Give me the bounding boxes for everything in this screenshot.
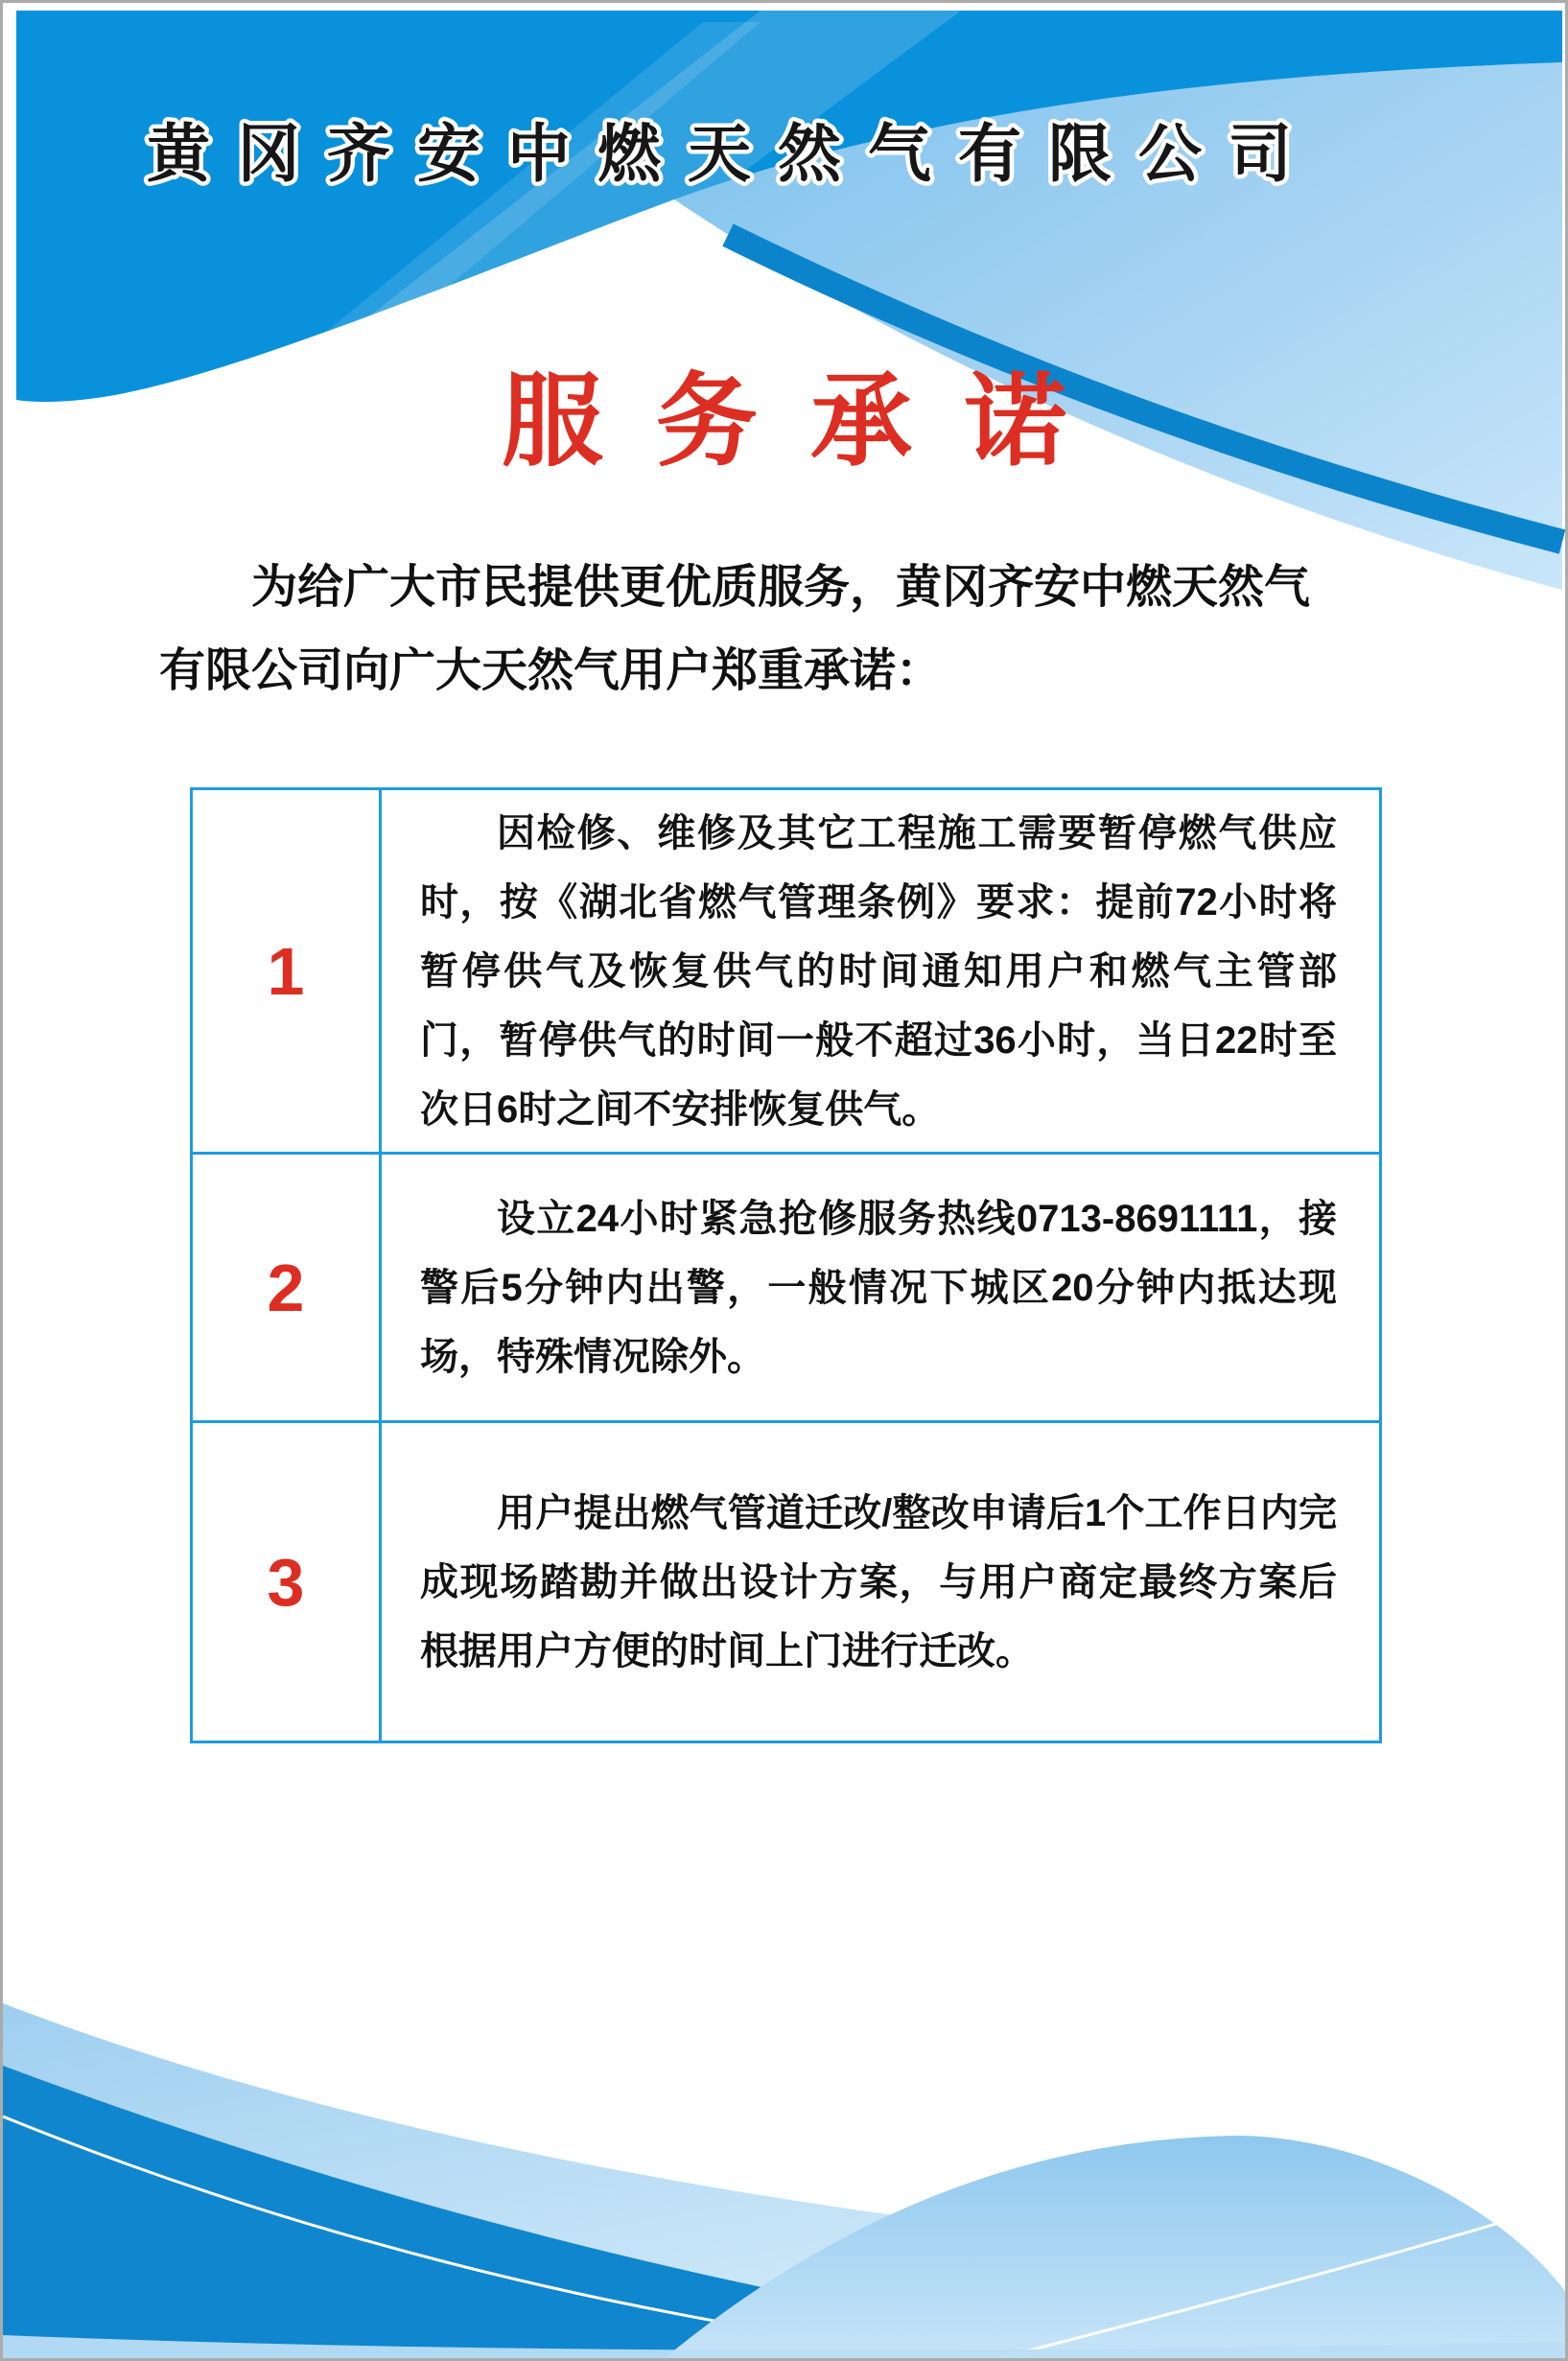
page-title: 服务承诺 <box>501 365 1120 479</box>
commitment-text: 设立24小时紧急抢修服务热线0713-8691111，接警后5分钟内出警，一般情况下城区20分钟内抵达现场，特殊情况除外。 <box>381 1154 1381 1422</box>
commitment-row <box>192 789 1381 1154</box>
commitment-number: 2 <box>192 1154 381 1422</box>
commitment-number: 3 <box>192 1422 381 1742</box>
commitment-text: 因检修、维修及其它工程施工需要暂停燃气供应时，按《湖北省燃气管理条例》要求：提前72小时将暂停供气及恢复供气的时间通知用户和燃气主管部门，暂停供气的时间一般不超过36小时，当日22时至次日6时之间不安排恢复供气。 <box>381 789 1381 1154</box>
company-name: 黄冈齐安中燃天然气有限公司 <box>147 118 1319 189</box>
commitment-row <box>192 1154 1381 1422</box>
intro-paragraph: 为给广大市民提供更优质服务，黄冈齐安中燃天然气有限公司向广大天然气用户郑重承诺： <box>159 562 1311 697</box>
commitments-table <box>190 787 1382 1743</box>
footer-art <box>3 1859 1565 2358</box>
commitment-number: 1 <box>192 789 381 1154</box>
commitment-row <box>192 1422 1381 1742</box>
commitment-text: 用户提出燃气管道迁改/整改申请后1个工作日内完成现场踏勘并做出设计方案，与用户商定最终方案后根据用户方便的时间上门进行迁改。 <box>381 1422 1381 1742</box>
